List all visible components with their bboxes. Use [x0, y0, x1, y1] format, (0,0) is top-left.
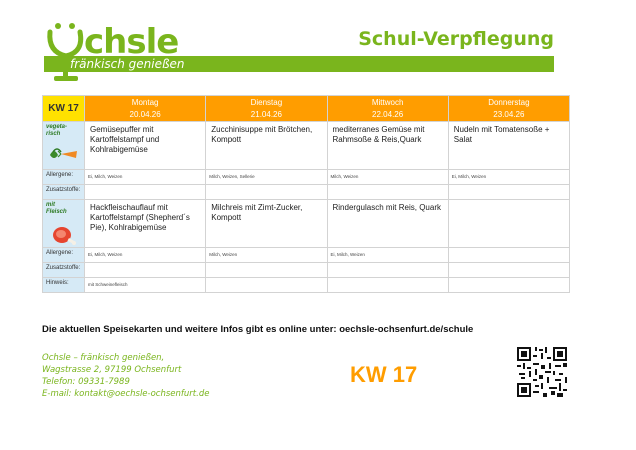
meal-veg-tuesday: Zucchinisuppe mit Brötchen, Kompott: [206, 122, 327, 170]
contact-line: Ochsle – fränkisch genießen,: [42, 353, 165, 363]
meal-veg-wednesday: mediterranes Gemüse mit Rahmsoße & Reis,Quark: [327, 122, 448, 170]
additives-value: [85, 263, 206, 278]
hint-value: mit Schweinefleisch: [85, 278, 206, 293]
allergen-value: Ei, Milch, Weizen: [85, 170, 206, 185]
allergen-value: Ei, Milch, Weizen: [448, 170, 569, 185]
additives-value: [448, 263, 569, 278]
meal-meat-monday: Hackfleischauflauf mit Kartoffelstampf (Shepherd´s Pie), Kohlrabigemüse: [85, 200, 206, 248]
veg-label-line2: risch: [46, 131, 61, 137]
veg-allergen-row: [43, 170, 570, 185]
hint-value: [206, 278, 327, 293]
meat-hint-row: [43, 278, 570, 293]
tagline: fränkisch genießen: [70, 57, 185, 71]
week-label: KW 17: [43, 96, 85, 122]
day-date: 20.04.26: [129, 110, 161, 119]
day-header-thursday: [448, 96, 569, 122]
meal-veg-monday: Gemüsepuffer mit Kartoffelstampf und Kohlrabigemüse: [85, 122, 206, 170]
week-number-large: KW 17: [350, 362, 418, 387]
menu-table: [42, 95, 570, 293]
additives-value: [327, 263, 448, 278]
qr-code-icon: [517, 347, 567, 397]
meat-category-cell: [43, 200, 85, 248]
vegetable-icon: [47, 146, 79, 162]
contact-line: Wagstrasse 2, 97199 Ochsenfurt: [42, 365, 182, 375]
additives-value: [448, 185, 569, 200]
additives-value: [206, 263, 327, 278]
day-date: 21.04.26: [250, 110, 282, 119]
allergen-value: [448, 248, 569, 263]
additives-value: [327, 185, 448, 200]
day-header-wednesday: [327, 96, 448, 122]
allergen-value: Ei, Milch, Weizen: [85, 248, 206, 263]
ham-icon: [51, 224, 77, 246]
day-header-monday: [85, 96, 206, 122]
meat-label-line1: mit: [46, 202, 55, 208]
day-date: 23.04.26: [493, 110, 525, 119]
day-header-tuesday: [206, 96, 327, 122]
additives-label: Zusatzstoffe:: [43, 263, 85, 278]
day-header-row: [43, 96, 570, 122]
oechsle-logo: [44, 18, 194, 88]
meat-meal-row: [43, 200, 570, 248]
allergen-value: Milch, Weizen, Sellerie: [206, 170, 327, 185]
page-title: Schul-Verpflegung: [358, 28, 554, 50]
day-name: Montag: [131, 98, 159, 107]
hint-value: [327, 278, 448, 293]
meal-meat-wednesday: Rindergulasch mit Reis, Quark: [327, 200, 448, 248]
additives-value: [206, 185, 327, 200]
additives-label: Zusatzstoffe:: [43, 185, 85, 200]
veg-category-cell: [43, 122, 85, 170]
contact-line: Telefon: 09331-7989: [42, 377, 130, 387]
contact-line: E-mail: kontakt@oechsle-ochsenfurt.de: [42, 389, 210, 399]
meat-additives-row: [43, 263, 570, 278]
hint-value: [448, 278, 569, 293]
meat-label-line2: Fleisch: [46, 209, 67, 215]
additives-value: [85, 185, 206, 200]
day-name: Donnerstag: [488, 98, 530, 107]
contact-block: [42, 352, 209, 400]
day-name: Mittwoch: [371, 98, 404, 107]
online-info: Die aktuellen Speisekarten und weitere Infos gibt es online unter: oechsle-ochsenfurt.de/schule: [42, 324, 474, 335]
meal-veg-thursday: Nudeln mit Tomatensoße + Salat: [448, 122, 569, 170]
allergen-label: Allergene:: [43, 170, 85, 185]
allergen-label: Allergene:: [43, 248, 85, 263]
veg-label-line1: vegeta-: [46, 124, 68, 130]
meat-allergen-row: [43, 248, 570, 263]
meal-meat-thursday: [448, 200, 569, 248]
logo-word: chsle: [84, 22, 179, 62]
veg-meal-row: [43, 122, 570, 170]
allergen-value: Ei, Milch, Weizen: [327, 248, 448, 263]
hint-label: Hinweis:: [43, 278, 85, 293]
day-name: Dienstag: [250, 98, 283, 107]
allergen-value: Milch, Weizen: [206, 248, 327, 263]
day-date: 22.04.26: [372, 110, 404, 119]
meal-meat-tuesday: Milchreis mit Zimt-Zucker, Kompott: [206, 200, 327, 248]
allergen-value: Milch, Weizen: [327, 170, 448, 185]
veg-additives-row: [43, 185, 570, 200]
